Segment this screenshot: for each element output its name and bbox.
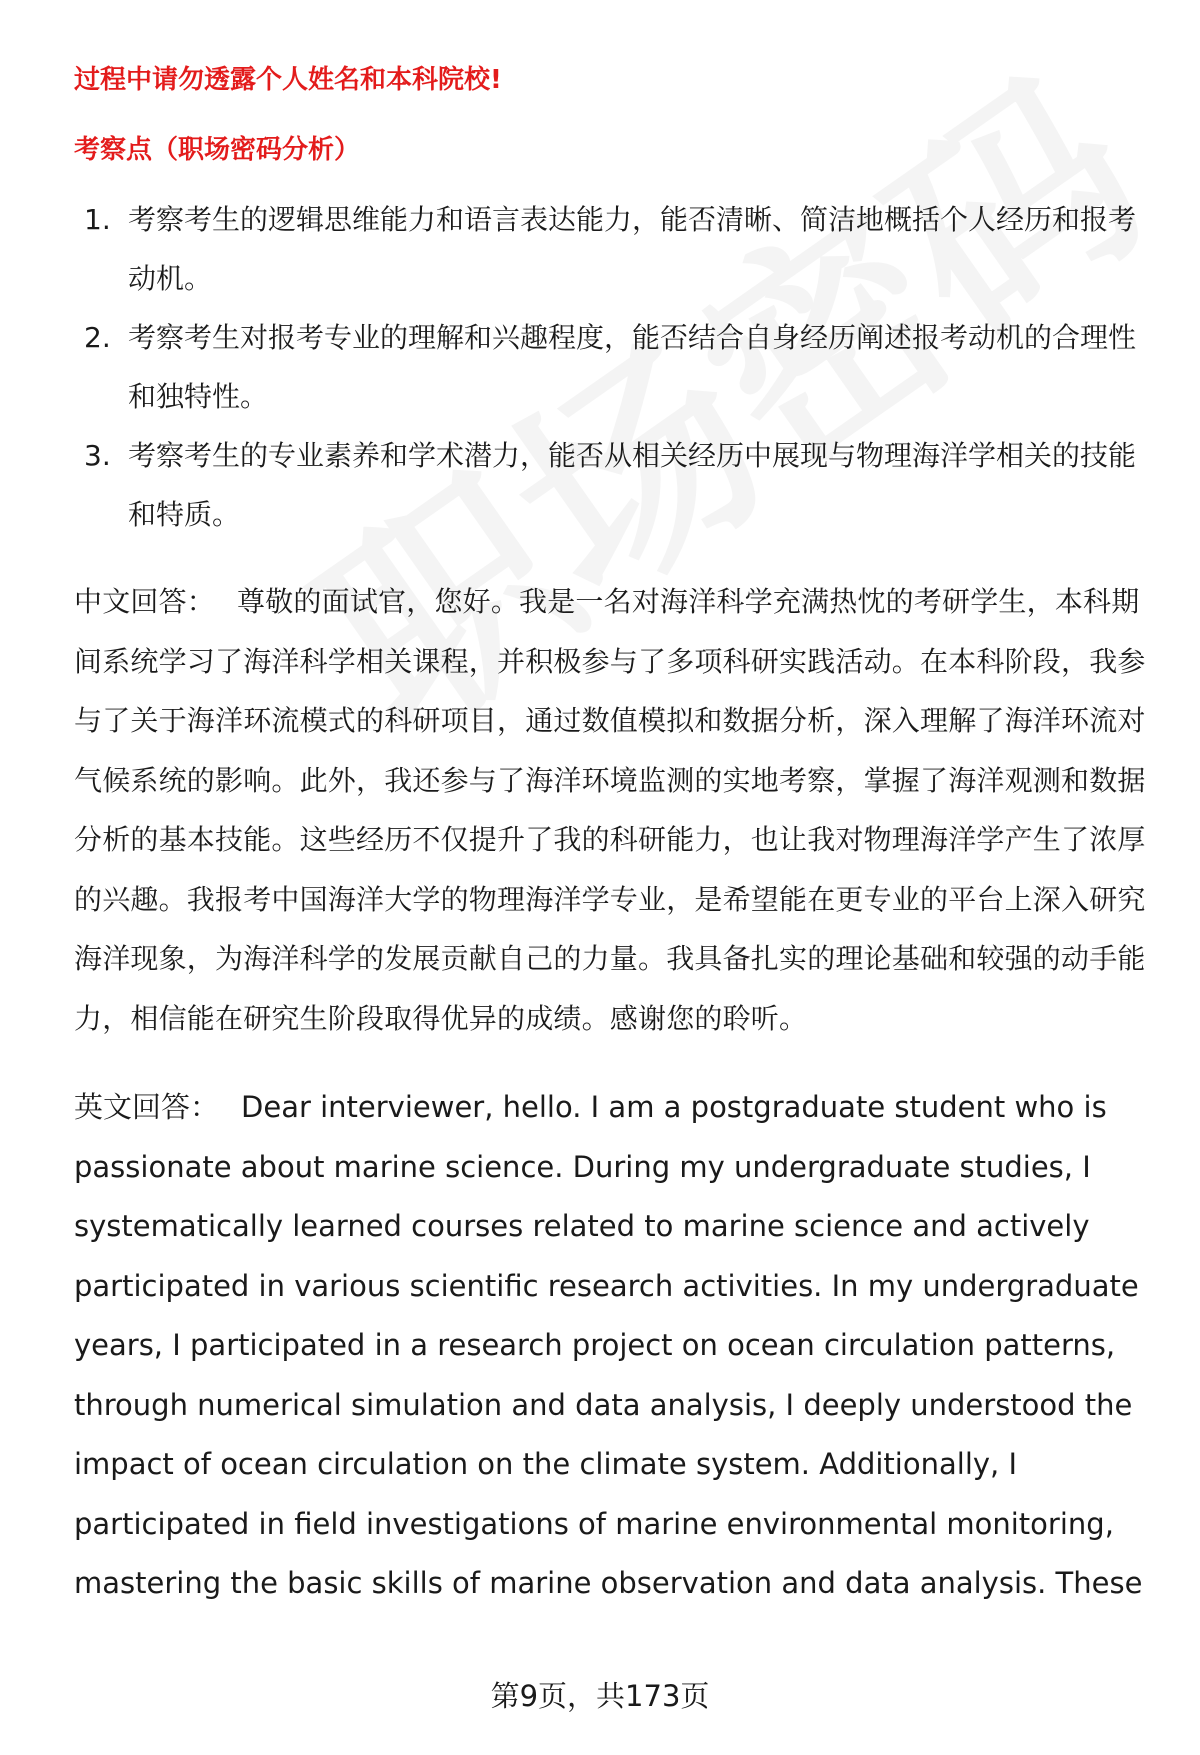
assessment-points-list	[74, 190, 1154, 544]
warning-notice: 过程中请勿透露个人姓名和本科院校!	[74, 65, 502, 95]
english-answer-label: 英文回答：	[74, 1090, 220, 1124]
chinese-answer	[74, 572, 1154, 1048]
list-item	[74, 190, 1154, 308]
chinese-answer-label: 中文回答：	[74, 585, 216, 618]
document-body	[74, 58, 1154, 1614]
page-footer: 第9页，共173页	[490, 1679, 710, 1713]
list-item-text: 考察考生对报考专业的理解和兴趣程度，能否结合自身经历阐述报考动机的合理性和独特性。	[128, 321, 1137, 413]
section-title: 考察点（职场密码分析）	[74, 135, 361, 165]
english-answer-text: Dear interviewer, hello. I am a postgraduate student who is passionate about marine science. During my undergraduate studies, I systematically learned courses related to marine science and actively participated in various scientific research activities. In my undergraduate years, I participated in a research project on ocean circulation patterns, through numerical simulation and data analysis, I deeply understood the impact of ocean circulation on the climate system. Additionally, I participated in field investigations of marine environmental monitoring, mastering the basic skills of marine observation and data analysis. These	[74, 1090, 1143, 1600]
chinese-answer-text: 尊敬的面试官，您好。我是一名对海洋科学充满热忱的考研学生，本科期间系统学习了海洋科学相关课程，并积极参与了多项科研实践活动。在本科阶段，我参与了关于海洋环流模式的科研项目，通过数值模拟和数据分析，深入理解了海洋环流对气候系统的影响。此外，我还参与了海洋环境监测的实地考察，掌握了海洋观测和数据分析的基本技能。这些经历不仅提升了我的科研能力，也让我对物理海洋学产生了浓厚的兴趣。我报考中国海洋大学的物理海洋学专业，是希望能在更专业的平台上深入研究海洋现象，为海洋科学的发展贡献自己的力量。我具备扎实的理论基础和较强的动手能力，相信能在研究生阶段取得优异的成绩。感谢您的聆听。	[74, 585, 1146, 1035]
list-item-number: 1.	[84, 203, 111, 236]
list-item-number: 2.	[84, 321, 111, 354]
list-item	[74, 426, 1154, 544]
list-item-text: 考察考生的专业素养和学术潜力，能否从相关经历中展现与物理海洋学相关的技能和特质。	[128, 439, 1137, 531]
english-answer	[74, 1078, 1154, 1614]
list-item-text: 考察考生的逻辑思维能力和语言表达能力，能否清晰、简洁地概括个人经历和报考动机。	[128, 203, 1137, 295]
list-item	[74, 308, 1154, 426]
list-item-number: 3.	[84, 439, 111, 472]
